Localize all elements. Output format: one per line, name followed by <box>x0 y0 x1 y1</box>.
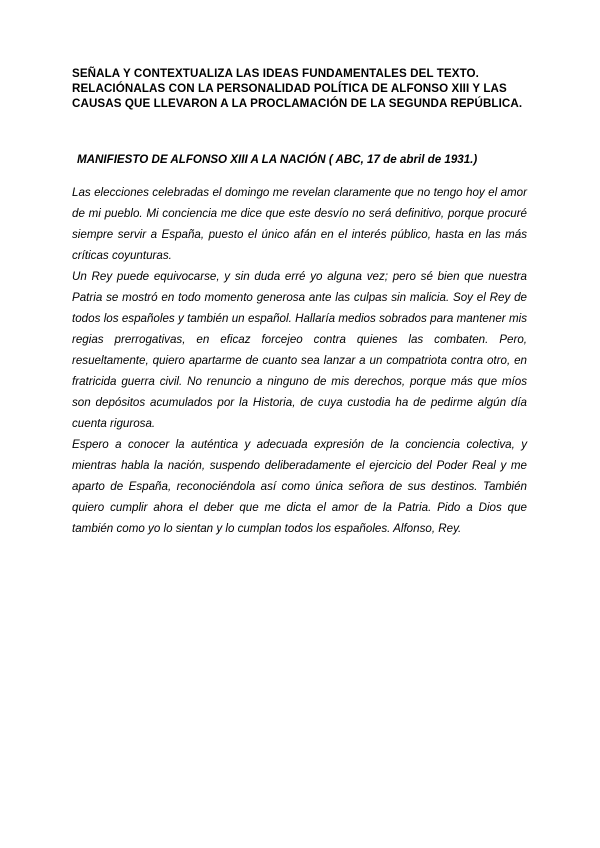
assignment-heading: SEÑALA Y CONTEXTUALIZA LAS IDEAS FUNDAMENTALES DEL TEXTO. RELACIÓNALAS CON LA PERSONALIDAD POLÍTICA DE ALFONSO XIII Y LAS CAUSAS QUE LLEVARON A LA PROCLAMACIÓN DE LA SEGUNDA REPÚBLICA. <box>72 67 523 111</box>
body-paragraph: Las elecciones celebradas el domingo me revelan claramente que no tengo hoy el amor de mi pueblo. Mi conciencia me dice que este desvío no será definitivo, porque procuré siempre servir a España, puesto el único afán en el interés público, hasta en las más críticas coyunturas. <box>72 186 527 262</box>
manifesto-title: MANIFIESTO DE ALFONSO XIII A LA NACIÓN ( ABC, 17 de abril de 1931.) <box>77 153 478 166</box>
body-paragraph: Espero a conocer la auténtica y adecuada expresión de la conciencia colectiva, y mientras habla la nación, suspendo deliberadamente el ejercicio del Poder Real y me aparto de España, reconociéndola así como única señora de sus destinos. También quiero cumplir ahora el deber que me dicta el amor de la Patria. Pido a Dios que también como yo lo sientan y lo cumplan todos los españoles. Alfonso, Rey. <box>72 438 527 535</box>
body-paragraph: Un Rey puede equivocarse, y sin duda erré yo alguna vez; pero sé bien que nuestra Patria se mostró en todo momento generosa ante las culpas sin malicia. Soy el Rey de todos los españoles y también un español. Hallaría medios sobrados para mantener mis regias prerrogativas, en eficaz forcejeo contra quienes las combaten. Pero, resueltamente, quiero apartarme de cuanto sea lanzar a un compatriota contra otro, en fratricida guerra civil. No renuncio a ninguno de mis derechos, porque más que míos son depósitos acumulados por la Historia, de cuya custodia ha de pedirme algún día cuenta rigurosa. <box>72 270 527 430</box>
manifesto-body <box>72 182 527 539</box>
